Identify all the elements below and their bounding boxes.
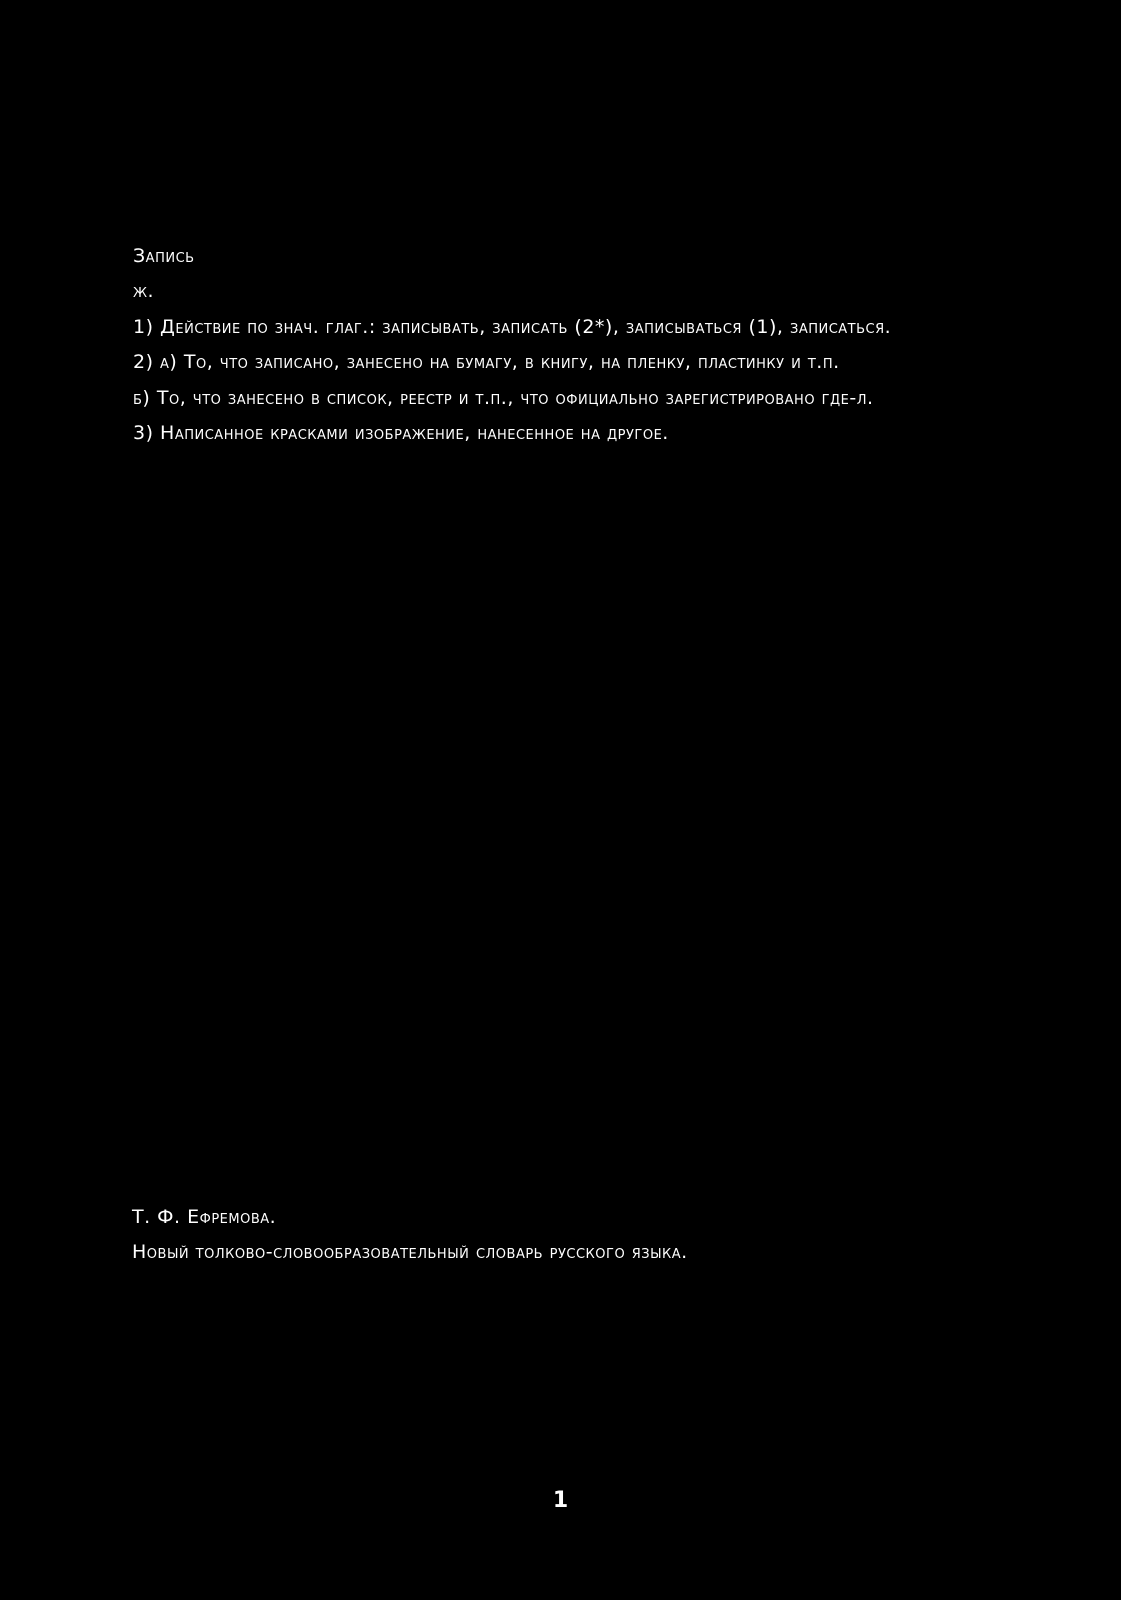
headword: Запись (133, 245, 195, 267)
sense-1: 1) Действие по знач. глаг.: записывать, записать (2*), записываться (1), записаться. (133, 315, 892, 338)
sense-3: 3) Написанное красками изображение, нанесенное на другое. (133, 421, 669, 444)
sense-2b: б) То, что занесено в список, реестр и т.п., что официально зарегистрировано где-л. (133, 386, 874, 409)
source-citation (132, 1205, 1092, 1276)
dictionary-entry (133, 244, 1093, 456)
source-title: Новый толково-словообразовательный словарь русского языка. (132, 1241, 688, 1264)
page-number: 1 (552, 1488, 569, 1513)
sense-2a: 2) а) То, что записано, занесено на бумагу, в книгу, на пленку, пластинку и т.п. (133, 351, 840, 374)
source-author: Т. Ф. Ефремова. (132, 1206, 277, 1228)
gender-label: ж. (133, 280, 155, 303)
